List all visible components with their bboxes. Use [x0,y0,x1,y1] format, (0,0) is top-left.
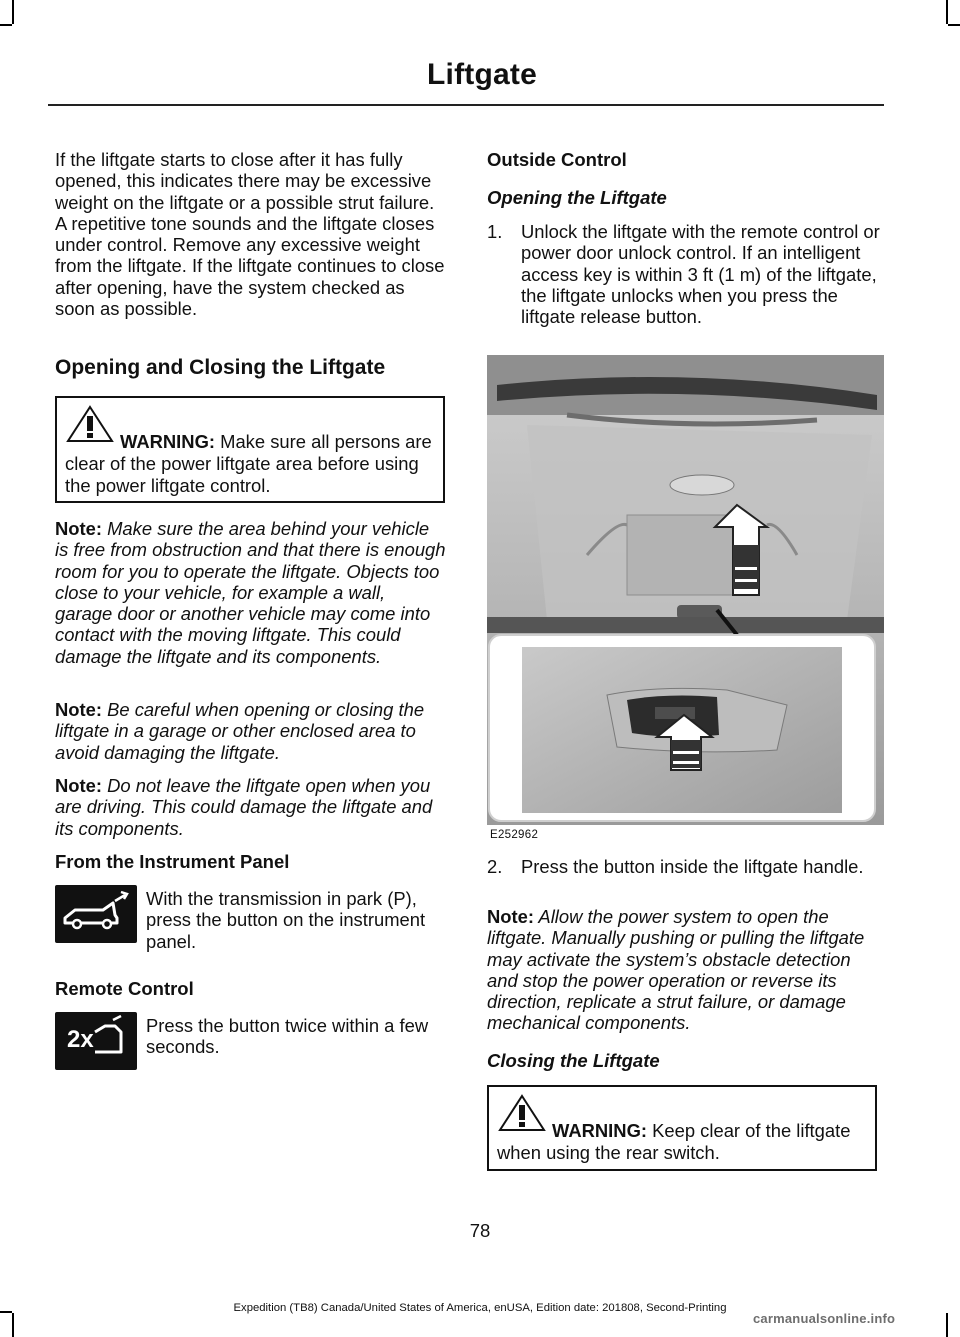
crop-mark [948,24,960,26]
image-reference-code: E252962 [490,829,539,841]
liftgate-vehicle-icon [55,885,137,943]
heading-outside-control: Outside Control [487,149,627,170]
watermark: carmanualsonline.info [753,1311,896,1326]
note-garage: Note: Be careful when opening or closing the liftgate in a garage or other enclosed area to avoid damaging the liftgate. [55,699,425,763]
header-divider [48,104,884,106]
instrument-panel-text: With the transmission in park (P), press the button on the instrument panel. [146,888,426,952]
footer-edition-info: Expedition (TB8) Canada/United States of America, enUSA, Edition date: 201808, Second-Printing [233,1302,727,1314]
warning-lead: WARNING: [120,431,216,452]
crop-mark [12,0,14,24]
section-heading-opening-closing: Opening and Closing the Liftgate [55,356,386,379]
heading-closing-liftgate: Closing the Liftgate [487,1050,660,1071]
note-power-system: Note: Allow the power system to open the liftgate. Manually pushing or pulling the liftgate may activate the system’s obstacle detection and stop the power operation or reverse its direction, replicate a strut failure, or damage mechanical components. [487,906,865,1034]
note-driving: Note: Do not leave the liftgate open when you are driving. This could damage the liftgate and its components. [55,775,433,839]
remote-icon-label: 2x [67,1026,94,1053]
heading-opening-liftgate: Opening the Liftgate [487,187,667,208]
page-number: 78 [469,1220,491,1241]
warning-box-rear-switch [487,1085,877,1171]
heading-instrument-panel: From the Instrument Panel [55,851,290,872]
heading-remote-control: Remote Control [55,978,194,999]
crop-mark [0,24,12,26]
step-1: 1. Unlock the liftgate with the remote control or power door unlock control. If an intelligent access key is within 3 ft (1 m) of the liftgate, the liftgate unlocks when you press the liftgate release button. [487,221,880,328]
remote-control-text: Press the button twice within a few seconds. [146,1015,429,1058]
page-header-title: Liftgate [427,58,537,91]
warning-text: Keep clear of the liftgate when using the rear switch. [497,1120,851,1163]
remote-2x-liftgate-icon [55,1012,137,1070]
crop-mark [12,1313,14,1337]
warning-box [55,396,445,503]
warning-lead: WARNING: [552,1120,648,1141]
note-obstruction: Note: Make sure the area behind your vehicle is free from obstruction and that there is enough room for you to operate the liftgate. Objects too close to your vehicle, for example a wall, garage door or another vehicle may come into contact with the moving liftgate. This could damage the liftgate and its components. [55,518,446,667]
warning-text: Make sure all persons are clear of the power liftgate area before using the power liftgate control. [65,431,432,496]
step-2: 2. Press the button inside the liftgate handle. [487,856,864,877]
intro-paragraph: If the liftgate starts to close after it has fully opened, this indicates there may be excessive weight on the liftgate or a possible strut failure. A repetitive tone sounds and the liftgate closes under control. Remove any excessive weight from the liftgate. If the liftgate continues to close after opening, have the system checked as soon as possible. [55,149,445,320]
liftgate-photo [487,355,884,825]
crop-mark [946,1313,948,1337]
crop-mark [946,0,948,24]
